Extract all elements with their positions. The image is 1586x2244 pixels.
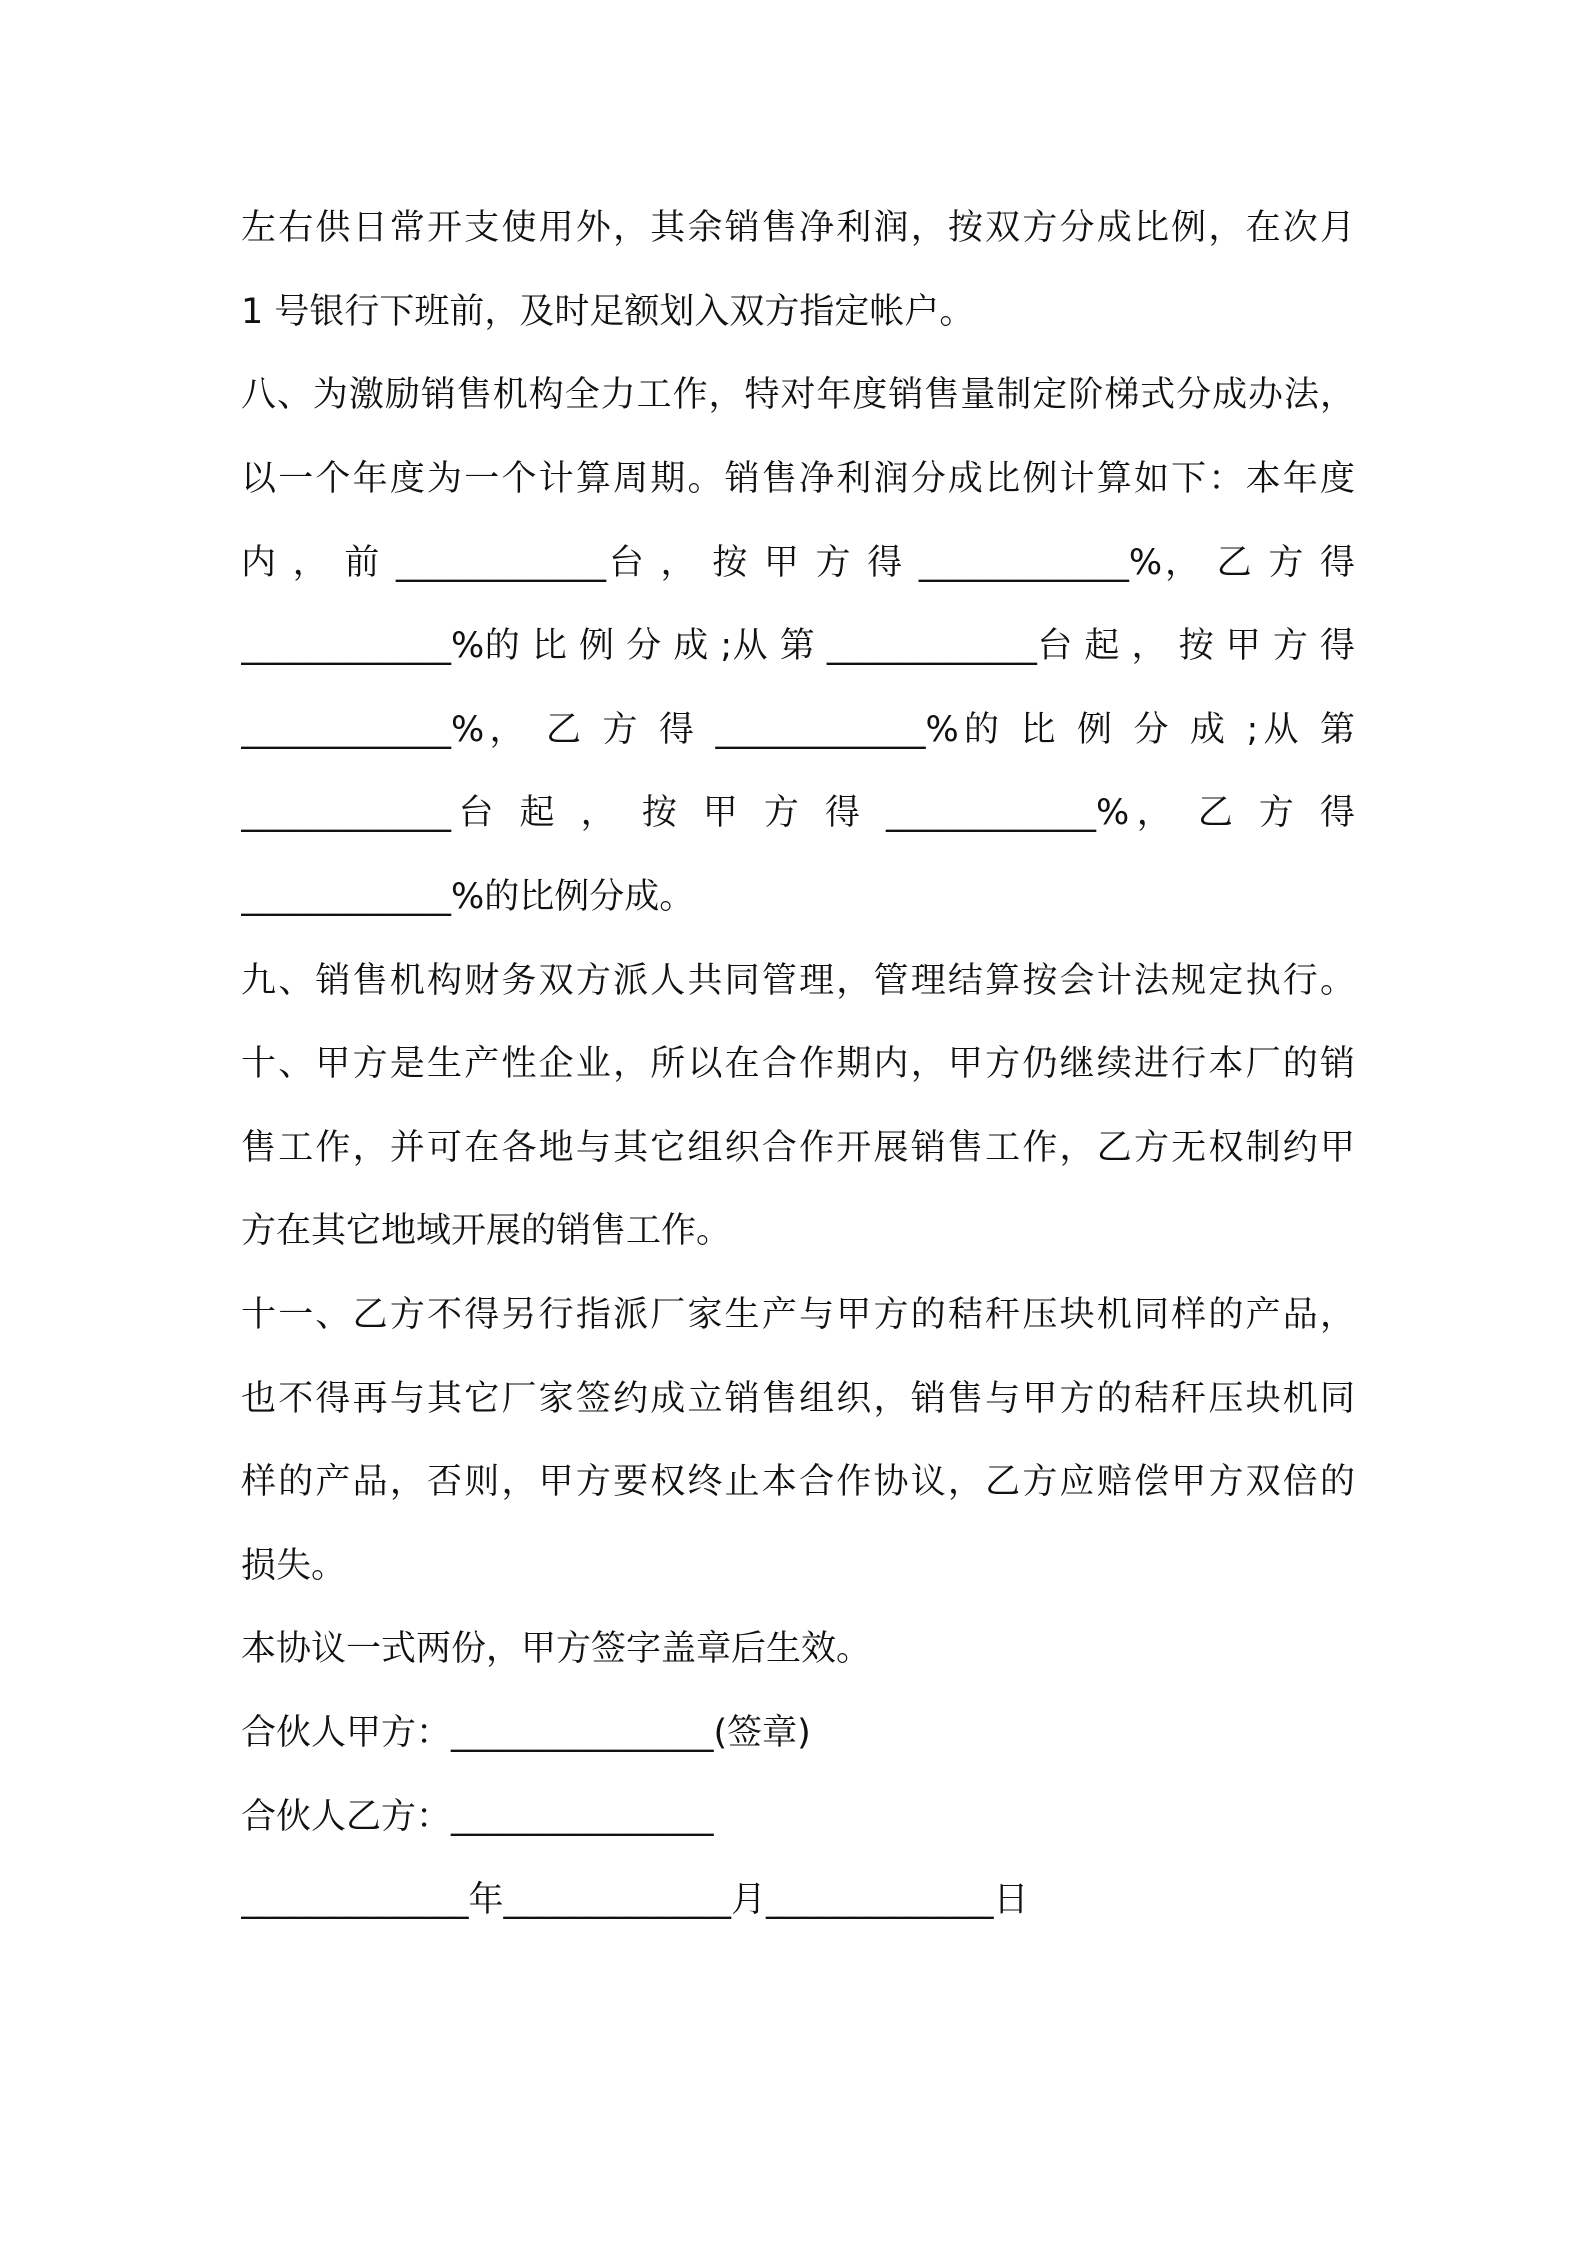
- date-line: _____________年_____________月_____________日: [241, 1880, 1029, 1920]
- blank-fill-line: ____________%， 乙 方 得 ____________%的 比 例 分 成 ;从 第: [241, 710, 1355, 750]
- clause-eleven-line: 十一、乙方不得另行指派厂家生产与甲方的秸秆压块机同样的产品，: [241, 1295, 1355, 1335]
- party-b-signature-line: 合伙人乙方：_______________: [241, 1797, 714, 1837]
- paragraph-line: 售工作，并可在各地与其它组织合作开展销售工作，乙方无权制约甲: [241, 1128, 1355, 1168]
- clause-nine-line: 九、销售机构财务双方派人共同管理，管理结算按会计法规定执行。: [241, 961, 1355, 1001]
- blank-fill-line: ____________%的比例分成。: [241, 877, 695, 917]
- paragraph-line: 1 号银行下班前，及时足额划入双方指定帐户。: [241, 292, 975, 332]
- paragraph-line: 也不得再与其它厂家签约成立销售组织，销售与甲方的秸秆压块机同: [241, 1379, 1355, 1419]
- paragraph-line: 以一个年度为一个计算周期。销售净利润分成比例计算如下：本年度: [241, 459, 1355, 499]
- clause-ten-line: 十、甲方是生产性企业，所以在合作期内，甲方仍继续进行本厂的销: [241, 1044, 1355, 1084]
- paragraph-line: 样的产品，否则，甲方要权终止本合作协议，乙方应赔偿甲方双倍的: [241, 1462, 1355, 1502]
- effect-statement: 本协议一式两份，甲方签字盖章后生效。: [241, 1629, 872, 1669]
- blank-fill-line: ____________台 起 ， 按 甲 方 得 ____________%， 乙 方 得: [241, 793, 1355, 833]
- party-a-signature-line: 合伙人甲方：_______________(签章): [241, 1713, 811, 1753]
- clause-eight-line: 八、为激励销售机构全力工作，特对年度销售量制定阶梯式分成办法，: [241, 375, 1355, 415]
- blank-fill-line: 内 ， 前 ____________台 ， 按 甲 方 得 ____________%， 乙 方 得: [241, 543, 1355, 583]
- blank-fill-line: ____________%的 比 例 分 成 ;从 第 ____________台 起 ， 按 甲 方 得: [241, 626, 1355, 666]
- paragraph-line: 损失。: [241, 1546, 347, 1586]
- paragraph-line: 左右供日常开支使用外，其余销售净利润，按双方分成比例，在次月: [241, 208, 1355, 248]
- paragraph-line: 方在其它地域开展的销售工作。: [241, 1211, 732, 1251]
